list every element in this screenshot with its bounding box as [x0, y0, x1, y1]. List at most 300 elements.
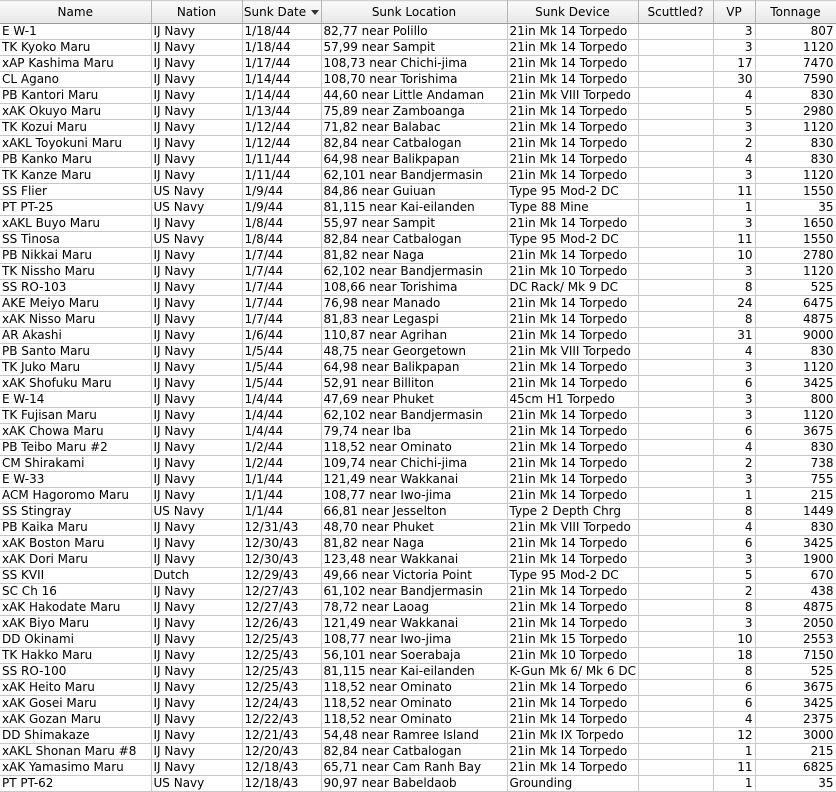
cell-sunk-date[interactable]: 1/13/44 [242, 104, 321, 120]
cell-tonnage[interactable]: 6825 [755, 760, 836, 776]
table-row[interactable] [0, 24, 836, 40]
cell-sunk-location[interactable]: 48,70 near Phuket [321, 520, 507, 536]
cell-scuttled[interactable] [638, 536, 713, 552]
cell-sunk-device[interactable]: 21in Mk 14 Torpedo [507, 72, 638, 88]
cell-name[interactable]: xAKL Shonan Maru #8 [0, 744, 151, 760]
cell-nation[interactable]: IJ Navy [151, 264, 242, 280]
cell-sunk-date[interactable]: 1/5/44 [242, 376, 321, 392]
cell-sunk-device[interactable]: 21in Mk 14 Torpedo [507, 536, 638, 552]
cell-sunk-device[interactable]: Type 95 Mod-2 DC [507, 184, 638, 200]
cell-sunk-device[interactable]: 21in Mk 14 Torpedo [507, 136, 638, 152]
cell-tonnage[interactable]: 1120 [755, 408, 836, 424]
cell-sunk-device[interactable]: 21in Mk 14 Torpedo [507, 488, 638, 504]
cell-name[interactable]: E W-1 [0, 24, 151, 40]
cell-nation[interactable]: IJ Navy [151, 296, 242, 312]
cell-name[interactable]: SS KVII [0, 568, 151, 584]
cell-sunk-location[interactable]: 81,115 near Kai-eilanden [321, 200, 507, 216]
cell-sunk-date[interactable]: 1/7/44 [242, 296, 321, 312]
cell-sunk-location[interactable]: 61,102 near Bandjermasin [321, 584, 507, 600]
cell-name[interactable]: PB Kanko Maru [0, 152, 151, 168]
cell-scuttled[interactable] [638, 760, 713, 776]
table-row[interactable] [0, 344, 836, 360]
cell-sunk-device[interactable]: 21in Mk 14 Torpedo [507, 600, 638, 616]
cell-nation[interactable]: US Navy [151, 184, 242, 200]
cell-name[interactable]: PB Teibo Maru #2 [0, 440, 151, 456]
cell-nation[interactable]: IJ Navy [151, 152, 242, 168]
cell-name[interactable]: xAK Nisso Maru [0, 312, 151, 328]
table-row[interactable] [0, 216, 836, 232]
cell-sunk-device[interactable]: DC Rack/ Mk 9 DC [507, 280, 638, 296]
cell-sunk-device[interactable]: 21in Mk 14 Torpedo [507, 616, 638, 632]
cell-scuttled[interactable] [638, 408, 713, 424]
cell-sunk-device[interactable]: 21in Mk 14 Torpedo [507, 408, 638, 424]
cell-name[interactable]: CL Agano [0, 72, 151, 88]
table-row[interactable] [0, 120, 836, 136]
cell-scuttled[interactable] [638, 120, 713, 136]
cell-sunk-date[interactable]: 1/18/44 [242, 40, 321, 56]
cell-name[interactable]: SS RO-103 [0, 280, 151, 296]
cell-sunk-device[interactable]: 21in Mk 14 Torpedo [507, 440, 638, 456]
cell-name[interactable]: E W-14 [0, 392, 151, 408]
cell-vp[interactable]: 1 [713, 776, 755, 792]
cell-name[interactable]: PB Kantori Maru [0, 88, 151, 104]
cell-vp[interactable]: 3 [713, 40, 755, 56]
table-row[interactable] [0, 376, 836, 392]
cell-nation[interactable]: IJ Navy [151, 392, 242, 408]
cell-sunk-date[interactable]: 12/25/43 [242, 680, 321, 696]
cell-scuttled[interactable] [638, 504, 713, 520]
cell-sunk-date[interactable]: 12/25/43 [242, 664, 321, 680]
cell-scuttled[interactable] [638, 168, 713, 184]
cell-vp[interactable]: 2 [713, 456, 755, 472]
cell-name[interactable]: xAK Boston Maru [0, 536, 151, 552]
table-row[interactable] [0, 456, 836, 472]
table-row[interactable] [0, 648, 836, 664]
cell-sunk-location[interactable]: 78,72 near Laoag [321, 600, 507, 616]
cell-tonnage[interactable]: 35 [755, 776, 836, 792]
cell-scuttled[interactable] [638, 248, 713, 264]
cell-scuttled[interactable] [638, 24, 713, 40]
table-row[interactable] [0, 232, 836, 248]
cell-nation[interactable]: IJ Navy [151, 72, 242, 88]
table-row[interactable] [0, 680, 836, 696]
cell-sunk-date[interactable]: 1/8/44 [242, 232, 321, 248]
cell-sunk-location[interactable]: 81,82 near Naga [321, 248, 507, 264]
cell-scuttled[interactable] [638, 680, 713, 696]
cell-vp[interactable]: 6 [713, 536, 755, 552]
cell-sunk-location[interactable]: 108,77 near Iwo-jima [321, 488, 507, 504]
cell-sunk-date[interactable]: 1/4/44 [242, 408, 321, 424]
cell-vp[interactable]: 18 [713, 648, 755, 664]
cell-scuttled[interactable] [638, 584, 713, 600]
cell-scuttled[interactable] [638, 552, 713, 568]
cell-sunk-device[interactable]: 21in Mk 14 Torpedo [507, 696, 638, 712]
cell-nation[interactable]: IJ Navy [151, 40, 242, 56]
cell-sunk-date[interactable]: 1/7/44 [242, 264, 321, 280]
cell-scuttled[interactable] [638, 728, 713, 744]
cell-nation[interactable]: IJ Navy [151, 88, 242, 104]
table-row[interactable] [0, 664, 836, 680]
cell-tonnage[interactable]: 830 [755, 440, 836, 456]
cell-tonnage[interactable]: 7150 [755, 648, 836, 664]
cell-name[interactable]: xAK Gozan Maru [0, 712, 151, 728]
table-row[interactable] [0, 552, 836, 568]
cell-sunk-location[interactable]: 44,60 near Little Andaman [321, 88, 507, 104]
cell-name[interactable]: xAK Yamasimo Maru [0, 760, 151, 776]
cell-nation[interactable]: IJ Navy [151, 648, 242, 664]
cell-vp[interactable]: 4 [713, 520, 755, 536]
cell-vp[interactable]: 3 [713, 552, 755, 568]
cell-scuttled[interactable] [638, 232, 713, 248]
cell-tonnage[interactable]: 9000 [755, 328, 836, 344]
cell-vp[interactable]: 2 [713, 584, 755, 600]
cell-vp[interactable]: 11 [713, 760, 755, 776]
cell-nation[interactable]: IJ Navy [151, 456, 242, 472]
cell-sunk-date[interactable]: 12/30/43 [242, 552, 321, 568]
cell-sunk-date[interactable]: 1/1/44 [242, 504, 321, 520]
cell-sunk-device[interactable]: 21in Mk IX Torpedo [507, 728, 638, 744]
cell-nation[interactable]: IJ Navy [151, 136, 242, 152]
cell-sunk-location[interactable]: 108,77 near Iwo-jima [321, 632, 507, 648]
cell-name[interactable]: xAK Dori Maru [0, 552, 151, 568]
cell-vp[interactable]: 3 [713, 392, 755, 408]
cell-scuttled[interactable] [638, 424, 713, 440]
cell-scuttled[interactable] [638, 104, 713, 120]
table-row[interactable] [0, 472, 836, 488]
cell-sunk-date[interactable]: 12/18/43 [242, 760, 321, 776]
cell-tonnage[interactable]: 755 [755, 472, 836, 488]
table-row[interactable] [0, 744, 836, 760]
cell-vp[interactable]: 1 [713, 200, 755, 216]
cell-sunk-date[interactable]: 12/25/43 [242, 632, 321, 648]
cell-name[interactable]: AR Akashi [0, 328, 151, 344]
cell-vp[interactable]: 3 [713, 216, 755, 232]
table-row[interactable] [0, 328, 836, 344]
cell-scuttled[interactable] [638, 312, 713, 328]
cell-scuttled[interactable] [638, 328, 713, 344]
cell-scuttled[interactable] [638, 616, 713, 632]
cell-vp[interactable]: 4 [713, 712, 755, 728]
cell-sunk-date[interactable]: 1/7/44 [242, 312, 321, 328]
cell-sunk-location[interactable]: 66,81 near Jesselton [321, 504, 507, 520]
cell-sunk-date[interactable]: 1/14/44 [242, 88, 321, 104]
cell-vp[interactable]: 5 [713, 104, 755, 120]
cell-vp[interactable]: 3 [713, 472, 755, 488]
cell-nation[interactable]: IJ Navy [151, 24, 242, 40]
cell-sunk-location[interactable]: 82,84 near Catbalogan [321, 744, 507, 760]
cell-sunk-device[interactable]: Type 95 Mod-2 DC [507, 568, 638, 584]
cell-sunk-device[interactable]: 21in Mk 14 Torpedo [507, 104, 638, 120]
cell-sunk-device[interactable]: 21in Mk 14 Torpedo [507, 424, 638, 440]
cell-sunk-date[interactable]: 12/20/43 [242, 744, 321, 760]
cell-vp[interactable]: 2 [713, 136, 755, 152]
cell-nation[interactable]: IJ Navy [151, 616, 242, 632]
cell-scuttled[interactable] [638, 520, 713, 536]
cell-nation[interactable]: IJ Navy [151, 760, 242, 776]
cell-sunk-location[interactable]: 108,73 near Chichi-jima [321, 56, 507, 72]
cell-sunk-location[interactable]: 76,98 near Manado [321, 296, 507, 312]
cell-vp[interactable]: 6 [713, 680, 755, 696]
cell-scuttled[interactable] [638, 648, 713, 664]
cell-name[interactable]: xAK Chowa Maru [0, 424, 151, 440]
cell-tonnage[interactable]: 830 [755, 152, 836, 168]
cell-sunk-location[interactable]: 109,74 near Chichi-jima [321, 456, 507, 472]
cell-sunk-location[interactable]: 81,115 near Kai-eilanden [321, 664, 507, 680]
cell-tonnage[interactable]: 35 [755, 200, 836, 216]
cell-tonnage[interactable]: 3675 [755, 424, 836, 440]
cell-vp[interactable]: 24 [713, 296, 755, 312]
cell-vp[interactable]: 30 [713, 72, 755, 88]
cell-sunk-location[interactable]: 47,69 near Phuket [321, 392, 507, 408]
cell-scuttled[interactable] [638, 568, 713, 584]
cell-tonnage[interactable]: 2050 [755, 616, 836, 632]
cell-sunk-location[interactable]: 108,66 near Torishima [321, 280, 507, 296]
cell-nation[interactable]: US Navy [151, 504, 242, 520]
cell-nation[interactable]: IJ Navy [151, 120, 242, 136]
cell-nation[interactable]: IJ Navy [151, 584, 242, 600]
cell-sunk-device[interactable]: 21in Mk 14 Torpedo [507, 760, 638, 776]
cell-sunk-date[interactable]: 12/25/43 [242, 648, 321, 664]
cell-vp[interactable]: 4 [713, 88, 755, 104]
cell-sunk-location[interactable]: 55,97 near Sampit [321, 216, 507, 232]
cell-sunk-device[interactable]: 21in Mk 14 Torpedo [507, 312, 638, 328]
cell-sunk-location[interactable]: 118,52 near Ominato [321, 440, 507, 456]
cell-sunk-device[interactable]: 21in Mk 14 Torpedo [507, 584, 638, 600]
column-header-vp[interactable]: VP [713, 1, 755, 24]
table-row[interactable] [0, 168, 836, 184]
cell-sunk-device[interactable]: 21in Mk 14 Torpedo [507, 120, 638, 136]
cell-name[interactable]: PB Santo Maru [0, 344, 151, 360]
cell-sunk-location[interactable]: 90,97 near Babeldaob [321, 776, 507, 792]
cell-name[interactable]: CM Shirakami [0, 456, 151, 472]
cell-sunk-location[interactable]: 62,102 near Bandjermasin [321, 408, 507, 424]
cell-sunk-device[interactable]: 21in Mk 14 Torpedo [507, 248, 638, 264]
cell-scuttled[interactable] [638, 488, 713, 504]
cell-tonnage[interactable]: 2780 [755, 248, 836, 264]
table-row[interactable] [0, 152, 836, 168]
cell-sunk-location[interactable]: 118,52 near Ominato [321, 696, 507, 712]
table-row[interactable] [0, 296, 836, 312]
cell-name[interactable]: PB Nikkai Maru [0, 248, 151, 264]
table-row[interactable] [0, 760, 836, 776]
cell-tonnage[interactable]: 1550 [755, 184, 836, 200]
cell-sunk-location[interactable]: 64,98 near Balikpapan [321, 152, 507, 168]
cell-scuttled[interactable] [638, 344, 713, 360]
table-row[interactable] [0, 440, 836, 456]
column-header-nation[interactable]: Nation [151, 1, 242, 24]
cell-sunk-location[interactable]: 118,52 near Ominato [321, 712, 507, 728]
cell-tonnage[interactable]: 830 [755, 520, 836, 536]
table-row[interactable] [0, 712, 836, 728]
cell-scuttled[interactable] [638, 632, 713, 648]
column-header-tonnage[interactable]: Tonnage [755, 1, 836, 24]
cell-scuttled[interactable] [638, 152, 713, 168]
cell-nation[interactable]: US Navy [151, 200, 242, 216]
table-row[interactable] [0, 504, 836, 520]
cell-scuttled[interactable] [638, 72, 713, 88]
cell-nation[interactable]: IJ Navy [151, 376, 242, 392]
cell-scuttled[interactable] [638, 88, 713, 104]
cell-tonnage[interactable]: 4875 [755, 312, 836, 328]
cell-sunk-date[interactable]: 1/2/44 [242, 456, 321, 472]
cell-name[interactable]: TK Kozui Maru [0, 120, 151, 136]
cell-sunk-location[interactable]: 65,71 near Cam Ranh Bay [321, 760, 507, 776]
table-row[interactable] [0, 696, 836, 712]
cell-nation[interactable]: IJ Navy [151, 248, 242, 264]
cell-scuttled[interactable] [638, 360, 713, 376]
cell-sunk-location[interactable]: 75,89 near Zamboanga [321, 104, 507, 120]
cell-sunk-location[interactable]: 81,83 near Legaspi [321, 312, 507, 328]
cell-vp[interactable]: 11 [713, 232, 755, 248]
cell-sunk-date[interactable]: 12/29/43 [242, 568, 321, 584]
column-header-sunk-location[interactable]: Sunk Location [321, 1, 507, 24]
cell-sunk-date[interactable]: 1/1/44 [242, 488, 321, 504]
cell-tonnage[interactable]: 438 [755, 584, 836, 600]
cell-tonnage[interactable]: 2375 [755, 712, 836, 728]
table-row[interactable] [0, 520, 836, 536]
cell-vp[interactable]: 3 [713, 360, 755, 376]
cell-scuttled[interactable] [638, 440, 713, 456]
cell-nation[interactable]: IJ Navy [151, 104, 242, 120]
cell-nation[interactable]: IJ Navy [151, 216, 242, 232]
cell-tonnage[interactable]: 1449 [755, 504, 836, 520]
cell-vp[interactable]: 3 [713, 264, 755, 280]
cell-tonnage[interactable]: 525 [755, 280, 836, 296]
cell-vp[interactable]: 5 [713, 568, 755, 584]
cell-nation[interactable]: IJ Navy [151, 680, 242, 696]
cell-nation[interactable]: IJ Navy [151, 728, 242, 744]
cell-vp[interactable]: 8 [713, 312, 755, 328]
cell-nation[interactable]: IJ Navy [151, 744, 242, 760]
cell-tonnage[interactable]: 2980 [755, 104, 836, 120]
table-row[interactable] [0, 632, 836, 648]
cell-sunk-location[interactable]: 110,87 near Agrihan [321, 328, 507, 344]
cell-name[interactable]: xAK Heito Maru [0, 680, 151, 696]
cell-scuttled[interactable] [638, 712, 713, 728]
table-row[interactable] [0, 600, 836, 616]
cell-sunk-date[interactable]: 12/24/43 [242, 696, 321, 712]
cell-sunk-date[interactable]: 12/22/43 [242, 712, 321, 728]
cell-scuttled[interactable] [638, 392, 713, 408]
cell-tonnage[interactable]: 525 [755, 664, 836, 680]
cell-tonnage[interactable]: 1120 [755, 40, 836, 56]
cell-vp[interactable]: 3 [713, 168, 755, 184]
cell-scuttled[interactable] [638, 472, 713, 488]
cell-sunk-location[interactable]: 62,101 near Bandjermasin [321, 168, 507, 184]
cell-tonnage[interactable]: 2553 [755, 632, 836, 648]
cell-nation[interactable]: IJ Navy [151, 360, 242, 376]
cell-sunk-date[interactable]: 1/11/44 [242, 168, 321, 184]
table-row[interactable] [0, 56, 836, 72]
cell-tonnage[interactable]: 3425 [755, 536, 836, 552]
cell-name[interactable]: E W-33 [0, 472, 151, 488]
cell-name[interactable]: PT PT-62 [0, 776, 151, 792]
table-row[interactable] [0, 424, 836, 440]
cell-sunk-device[interactable]: Type 95 Mod-2 DC [507, 232, 638, 248]
cell-nation[interactable]: IJ Navy [151, 312, 242, 328]
cell-name[interactable]: ACM Hagoromo Maru [0, 488, 151, 504]
cell-sunk-device[interactable]: 21in Mk 14 Torpedo [507, 552, 638, 568]
cell-vp[interactable]: 11 [713, 184, 755, 200]
cell-tonnage[interactable]: 1120 [755, 360, 836, 376]
cell-name[interactable]: DD Shimakaze [0, 728, 151, 744]
cell-sunk-location[interactable]: 82,84 near Catbalogan [321, 232, 507, 248]
cell-sunk-device[interactable]: 21in Mk 14 Torpedo [507, 168, 638, 184]
table-row[interactable] [0, 312, 836, 328]
cell-vp[interactable]: 1 [713, 488, 755, 504]
table-row[interactable] [0, 584, 836, 600]
cell-vp[interactable]: 6 [713, 376, 755, 392]
table-row[interactable] [0, 728, 836, 744]
cell-nation[interactable]: IJ Navy [151, 472, 242, 488]
cell-sunk-location[interactable]: 49,66 near Victoria Point [321, 568, 507, 584]
cell-vp[interactable]: 4 [713, 152, 755, 168]
cell-name[interactable]: TK Juko Maru [0, 360, 151, 376]
cell-name[interactable]: TK Fujisan Maru [0, 408, 151, 424]
cell-nation[interactable]: IJ Navy [151, 632, 242, 648]
cell-tonnage[interactable]: 7590 [755, 72, 836, 88]
cell-sunk-device[interactable]: 21in Mk 14 Torpedo [507, 376, 638, 392]
cell-name[interactable]: TK Kyoko Maru [0, 40, 151, 56]
cell-name[interactable]: TK Nissho Maru [0, 264, 151, 280]
cell-sunk-location[interactable]: 71,82 near Balabac [321, 120, 507, 136]
column-header-sunk-device[interactable]: Sunk Device [507, 1, 638, 24]
cell-sunk-device[interactable]: 21in Mk 14 Torpedo [507, 152, 638, 168]
cell-sunk-date[interactable]: 1/5/44 [242, 344, 321, 360]
cell-sunk-device[interactable]: 21in Mk 14 Torpedo [507, 216, 638, 232]
cell-tonnage[interactable]: 215 [755, 744, 836, 760]
cell-sunk-device[interactable]: 21in Mk 14 Torpedo [507, 472, 638, 488]
cell-sunk-device[interactable]: 21in Mk VIII Torpedo [507, 520, 638, 536]
cell-nation[interactable]: US Navy [151, 232, 242, 248]
cell-sunk-location[interactable]: 64,98 near Balikpapan [321, 360, 507, 376]
cell-tonnage[interactable]: 7470 [755, 56, 836, 72]
cell-scuttled[interactable] [638, 216, 713, 232]
cell-sunk-date[interactable]: 12/30/43 [242, 536, 321, 552]
cell-sunk-location[interactable]: 123,48 near Wakkanai [321, 552, 507, 568]
cell-name[interactable]: xAKL Buyo Maru [0, 216, 151, 232]
cell-tonnage[interactable]: 3000 [755, 728, 836, 744]
cell-scuttled[interactable] [638, 200, 713, 216]
cell-vp[interactable]: 12 [713, 728, 755, 744]
cell-tonnage[interactable]: 3425 [755, 376, 836, 392]
cell-sunk-device[interactable]: 21in Mk 14 Torpedo [507, 456, 638, 472]
cell-tonnage[interactable]: 800 [755, 392, 836, 408]
cell-sunk-device[interactable]: 21in Mk VIII Torpedo [507, 88, 638, 104]
cell-name[interactable]: PB Kaika Maru [0, 520, 151, 536]
cell-scuttled[interactable] [638, 744, 713, 760]
cell-sunk-date[interactable]: 1/4/44 [242, 424, 321, 440]
cell-tonnage[interactable]: 670 [755, 568, 836, 584]
cell-sunk-location[interactable]: 84,86 near Guiuan [321, 184, 507, 200]
cell-name[interactable]: SC Ch 16 [0, 584, 151, 600]
cell-nation[interactable]: IJ Navy [151, 280, 242, 296]
cell-sunk-device[interactable]: 21in Mk 14 Torpedo [507, 328, 638, 344]
cell-sunk-location[interactable]: 108,70 near Torishima [321, 72, 507, 88]
cell-sunk-device[interactable]: 21in Mk VIII Torpedo [507, 344, 638, 360]
cell-sunk-date[interactable]: 1/7/44 [242, 280, 321, 296]
cell-vp[interactable]: 8 [713, 504, 755, 520]
table-row[interactable] [0, 136, 836, 152]
table-row[interactable] [0, 568, 836, 584]
cell-name[interactable]: xAK Shofuku Maru [0, 376, 151, 392]
cell-sunk-device[interactable]: Type 88 Mine [507, 200, 638, 216]
cell-sunk-device[interactable]: 21in Mk 14 Torpedo [507, 296, 638, 312]
cell-tonnage[interactable]: 3675 [755, 680, 836, 696]
cell-sunk-location[interactable]: 48,75 near Georgetown [321, 344, 507, 360]
cell-name[interactable]: SS Stingray [0, 504, 151, 520]
cell-vp[interactable]: 3 [713, 408, 755, 424]
